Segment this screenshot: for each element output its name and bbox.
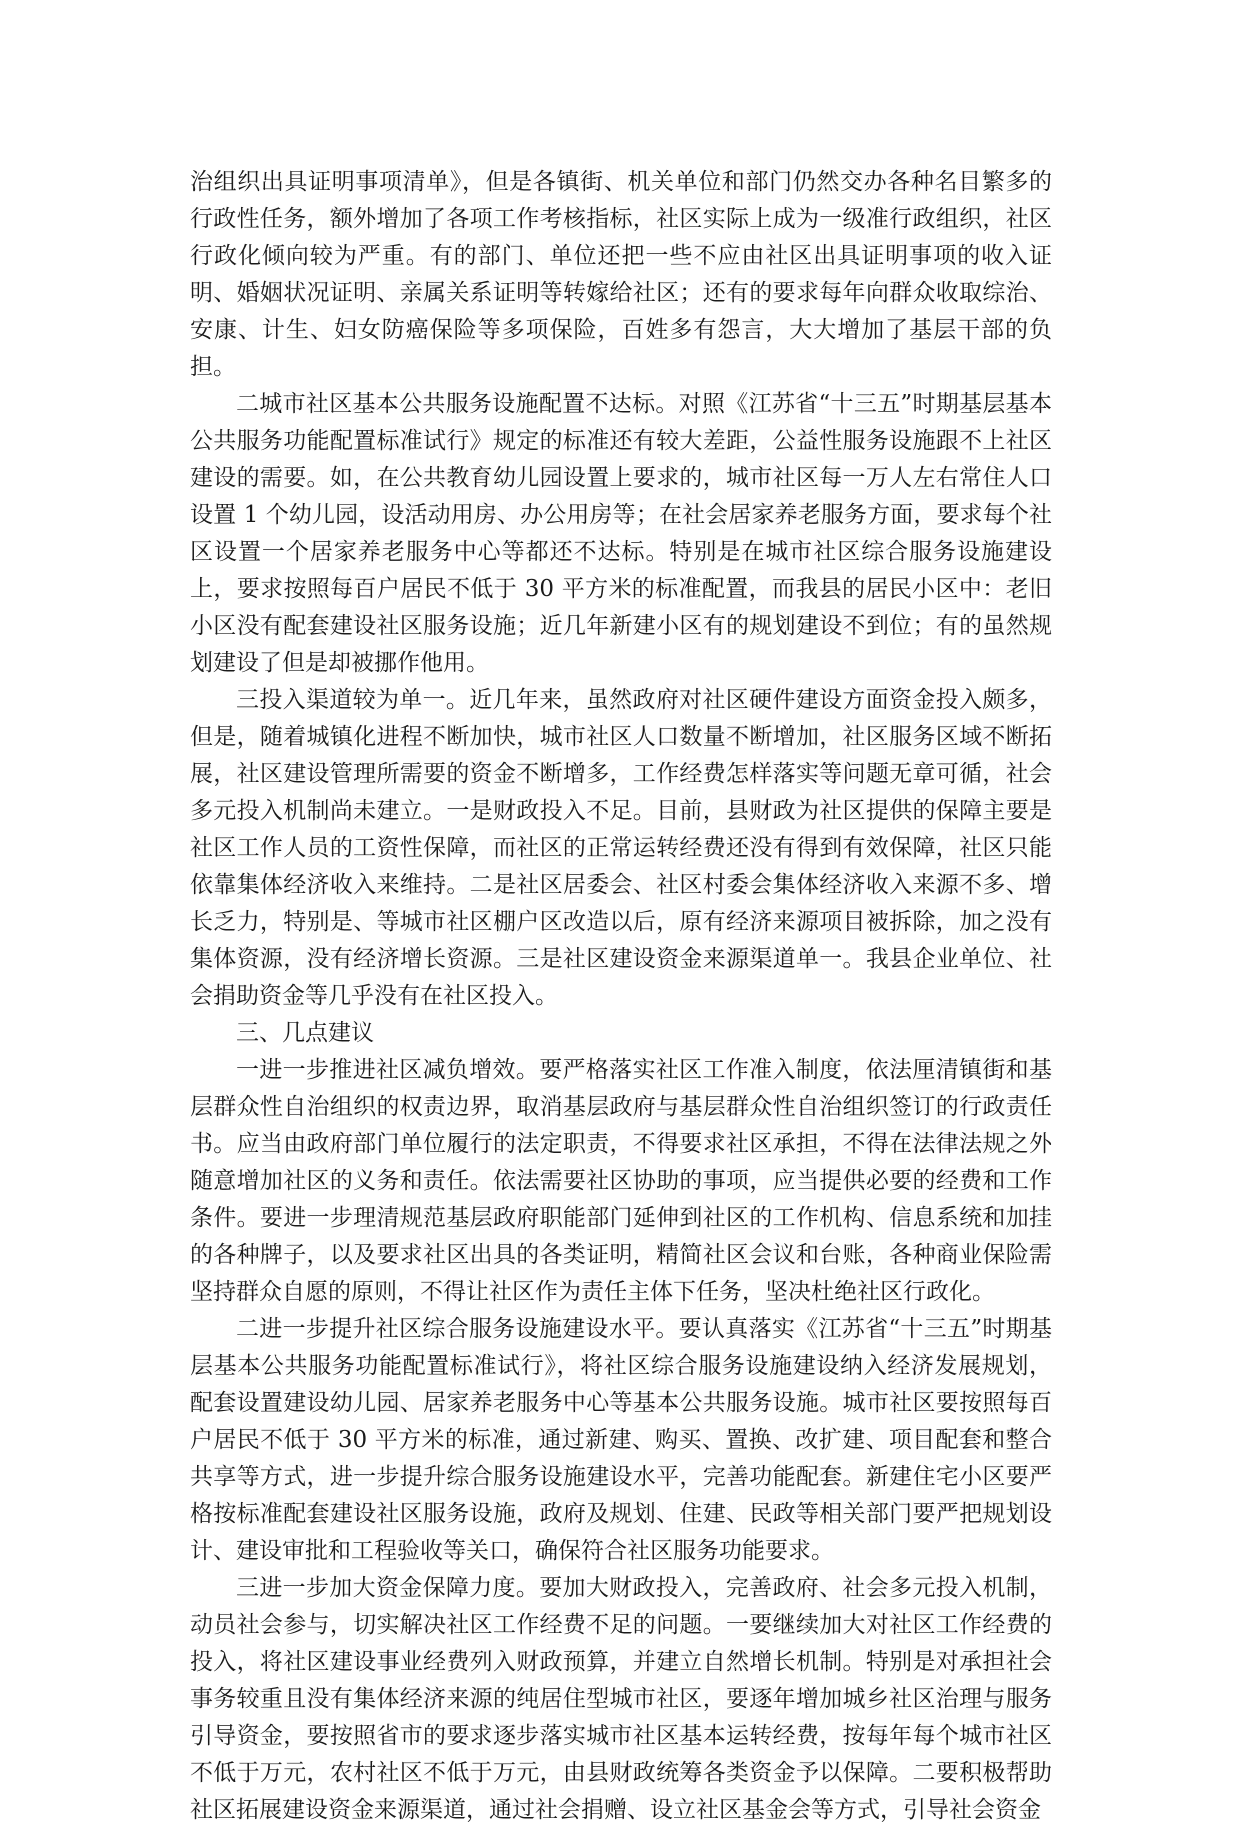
paragraph-continuation: 治组织出具证明事项清单》，但是各镇街、机关单位和部门仍然交办各种名目繁多的行政性任务，额外增加了各项工作考核指标，社区实际上成为一级准行政组织，社区行政化倾向较为严重。有的部门、单位还把一些不应由社区出具证明事项的收入证明、婚姻状况证明、亲属关系证明等转嫁给社区；还有的要求每年向群众收取综治、安康、计生、妇女防癌保险等多项保险，百姓多有怨言，大大增加了基层干部的负担。 <box>190 169 1052 380</box>
document-page <box>190 164 1052 1829</box>
paragraph-issue-funding: 三投入渠道较为单一。近几年来，虽然政府对社区硬件建设方面资金投入颇多，但是，随着城镇化进程不断加快，城市社区人口数量不断增加，社区服务区域不断拓展，社区建设管理所需要的资金不断增多，工作经费怎样落实等问题无章可循，社会多元投入机制尚未建立。一是财政投入不足。目前，县财政为社区提供的保障主要是社区工作人员的工资性保障，而社区的正常运转经费还没有得到有效保障，社区只能依靠集体经济收入来维持。二是社区居委会、社区村委会集体经济收入来源不多、增长乏力，特别是、等城市社区棚户区改造以后，原有经济来源项目被拆除，加之没有集体资源，没有经济增长资源。三是社区建设资金来源渠道单一。我县企业单位、社会捐助资金等几乎没有在社区投入。 <box>190 687 1052 1009</box>
paragraph-issue-facilities: 二城市社区基本公共服务设施配置不达标。对照《江苏省“十三五”时期基层基本公共服务功能配置标准试行》规定的标准还有较大差距，公益性服务设施跟不上社区建设的需要。如，在公共教育幼儿园设置上要求的，城市社区每一万人左右常住人口设置 1 个幼儿园，设活动用房、办公用房等；在社会居家养老服务方面，要求每个社区设置一个居家养老服务中心等都还不达标。特别是在城市社区综合服务设施建设上，要求按照每百户居民不低于 30 平方米的标准配置，而我县的居民小区中：老旧小区没有配套建设社区服务设施；近几年新建小区有的规划建设不到位；有的虽然规划建设了但是却被挪作他用。 <box>190 391 1052 676</box>
paragraph-suggestion-facilities: 二进一步提升社区综合服务设施建设水平。要认真落实《江苏省“十三五”时期基层基本公共服务功能配置标准试行》，将社区综合服务设施建设纳入经济发展规划，配套设置建设幼儿园、居家养老服务中心等基本公共服务设施。城市社区要按照每百户居民不低于 30 平方米的标准，通过新建、购买、置换、改扩建、项目配套和整合共享等方式，进一步提升综合服务设施建设水平，完善功能配套。新建住宅小区要严格按标准配套建设社区服务设施，政府及规划、住建、民政等相关部门要严把规划设计、建设审批和工程验收等关口，确保符合社区服务功能要求。 <box>190 1316 1052 1564</box>
paragraph-suggestion-burden: 一进一步推进社区减负增效。要严格落实社区工作准入制度，依法厘清镇街和基层群众性自治组织的权责边界，取消基层政府与基层群众性自治组织签订的行政责任书。应当由政府部门单位履行的法定职责，不得要求社区承担，不得在法律法规之外随意增加社区的义务和责任。依法需要社区协助的事项，应当提供必要的经费和工作条件。要进一步理清规范基层政府职能部门延伸到社区的工作机构、信息系统和加挂的各种牌子，以及要求社区出具的各类证明，精简社区会议和台账，各种商业保险需坚持群众自愿的原则，不得让社区作为责任主体下任务，坚决杜绝社区行政化。 <box>190 1057 1052 1305</box>
paragraph-suggestion-funding: 三进一步加大资金保障力度。要加大财政投入，完善政府、社会多元投入机制，动员社会参与，切实解决社区工作经费不足的问题。一要继续加大对社区工作经费的投入，将社区建设事业经费列入财政预算，并建立自然增长机制。特别是对承担社会事务较重且没有集体经济来源的纯居住型城市社区，要逐年增加城乡社区治理与服务引导资金，要按照省市的要求逐步落实城市社区基本运转经费，按每年每个城市社区不低于万元，农村社区不低于万元，由县财政统筹各类资金予以保障。二要积极帮助社区拓展建设资金来源渠道，通过社会捐赠、设立社区基金会等方式，引导社会资金 <box>190 1575 1052 1823</box>
section-heading-suggestions: 三、几点建议 <box>236 1020 374 1046</box>
